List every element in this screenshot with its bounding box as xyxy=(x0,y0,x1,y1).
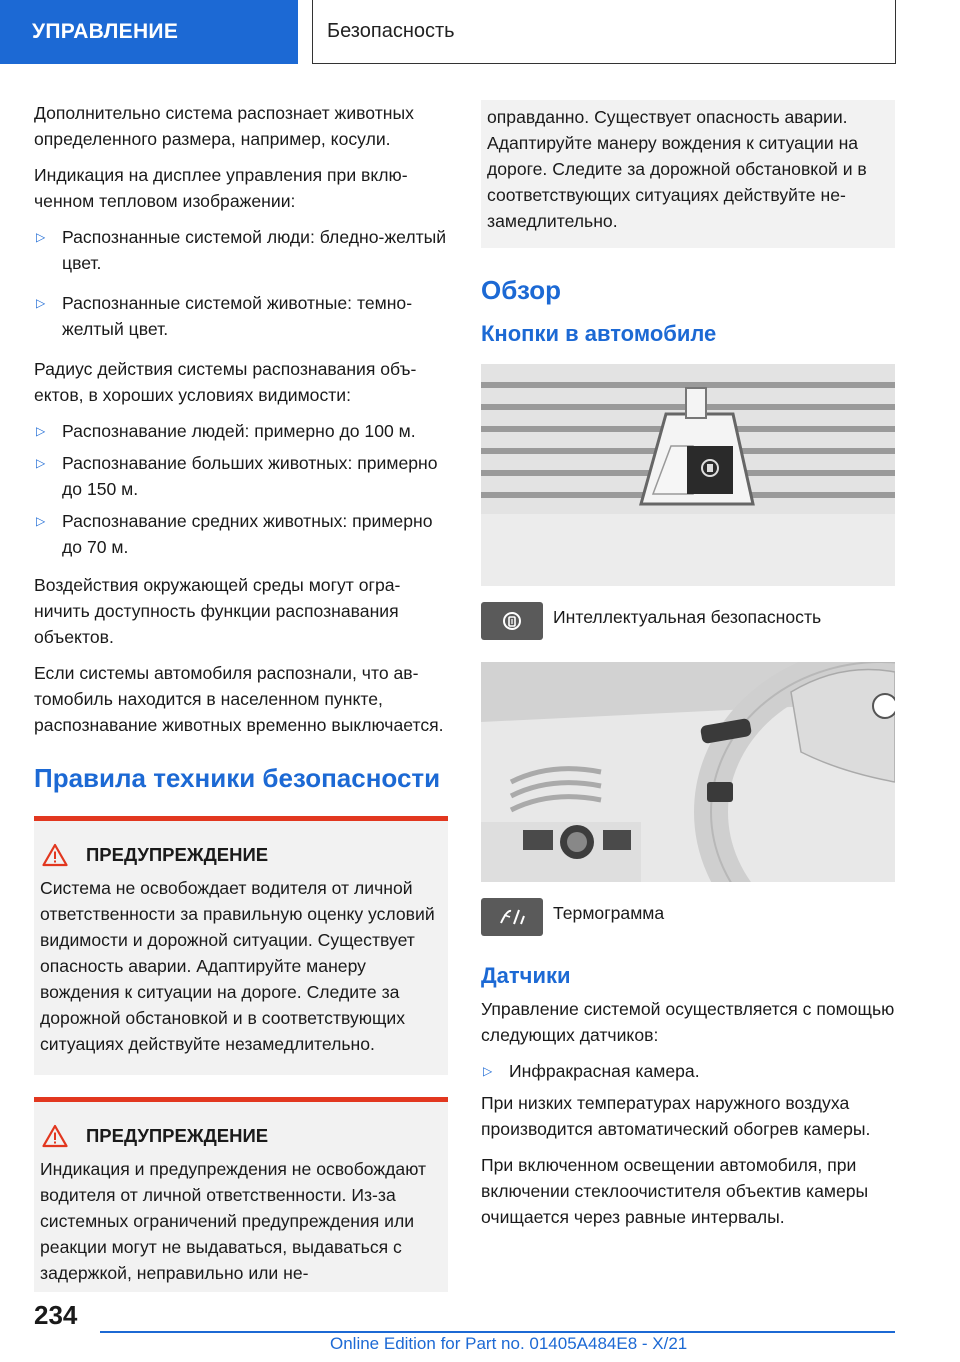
triangle-bullet-icon: ▷ xyxy=(483,1064,493,1078)
footer-divider xyxy=(100,1331,895,1333)
bullet-list xyxy=(34,224,448,342)
subsection-heading: Датчики xyxy=(481,963,571,988)
bullet-list xyxy=(481,1058,895,1084)
legend-label: Термограмма xyxy=(553,903,665,923)
list-item xyxy=(34,418,448,444)
paragraph: При низких температурах наружного воздуха производится автоматический обогрев камеры. xyxy=(481,1093,871,1139)
triangle-bullet-icon: ▷ xyxy=(36,230,46,244)
warning-box xyxy=(34,816,448,1075)
warning-triangle-icon xyxy=(42,843,68,867)
paragraph: Воздействия окружающей среды могут ограничить доступность функции распознавания объектов. xyxy=(34,575,401,647)
paragraph: Если системы автомобиля распознали, что автомобиль находится в населенном пункте, распознавание животных временно выключается. xyxy=(34,663,444,735)
section-heading: Правила техники безопасности xyxy=(34,763,441,793)
chapter-title-text: Безопасность xyxy=(327,20,455,42)
warning-title-text: ПРЕДУПРЕЖДЕНИЕ xyxy=(86,1125,269,1146)
legend-row xyxy=(481,602,895,640)
triangle-bullet-icon: ▷ xyxy=(36,424,46,438)
warning-continuation xyxy=(481,100,895,248)
legend-label: Интеллектуальная безопасность xyxy=(553,607,822,627)
warning-title-text: ПРЕДУПРЕЖДЕНИЕ xyxy=(86,844,269,865)
subsection-heading: Кнопки в автомобиле xyxy=(481,321,717,346)
triangle-bullet-icon: ▷ xyxy=(36,514,46,528)
list-item-text: Распознавание средних животных: примерно до 70 м. xyxy=(62,511,433,557)
chapter-title xyxy=(312,0,896,64)
cockpit-illustration xyxy=(481,662,895,882)
list-item xyxy=(34,224,448,276)
page-number: 234 xyxy=(34,1300,78,1330)
list-item-text: Распознанные системой животные: темно-желтый цвет. xyxy=(62,293,413,339)
paragraph: При включенном освещении автомобиля, при включении стеклоочистителя объектив камеры очищается через равные интервалы. xyxy=(481,1155,869,1227)
section-heading: Обзор xyxy=(481,275,561,305)
list-item-text: Распознавание людей: примерно до 100 м. xyxy=(62,421,416,441)
triangle-bullet-icon: ▷ xyxy=(36,296,46,310)
list-item xyxy=(481,1058,895,1084)
bullet-list xyxy=(34,418,448,560)
triangle-bullet-icon: ▷ xyxy=(36,456,46,470)
list-item xyxy=(34,508,448,560)
list-item xyxy=(34,290,448,342)
warning-title xyxy=(40,1124,438,1148)
button-location-photo xyxy=(481,364,895,586)
list-item-text: Распознавание больших животных: примерно до 150 м. xyxy=(62,453,438,499)
warning-box xyxy=(34,1097,448,1292)
warning-text: Система не освобождает водителя от личной ответственности за правильную оценку условий видимости и дорожной ситуации. Существует опасность аварии. Адаптируйте манеру вождения к ситуации на дороге. Следите за дорожной обстановкой и в соответствующих ситуациях действуйте незамедлительно. xyxy=(40,878,435,1054)
list-item xyxy=(34,450,448,502)
legend-row xyxy=(481,898,895,936)
paragraph: Радиус действия системы распознавания объектов, в хороших условиях видимости: xyxy=(34,359,417,405)
dashboard-buttons-illustration xyxy=(481,364,895,586)
thermal-image-icon xyxy=(481,898,543,936)
list-item-text: Инфракрасная камера. xyxy=(509,1061,700,1081)
paragraph: Индикация на дисплее управления при включенном тепловом изображении: xyxy=(34,165,408,211)
left-column xyxy=(34,100,448,1292)
right-column xyxy=(481,100,895,1240)
warning-text: оправданно. Существует опасность аварии. Адаптируйте манеру вождения к ситуации на дороге. Следите за дорожной обстановкой и в соответствующих ситуациях действуйте незамедлительно. xyxy=(487,107,867,231)
list-item-text: Распознанные системой люди: бледно-желтый цвет. xyxy=(62,227,447,273)
paragraph: Дополнительно система распознает животных определенного размера, например, косули. xyxy=(34,103,414,149)
warning-title xyxy=(40,843,438,867)
paragraph: Управление системой осуществляется с помощью следующих датчиков: xyxy=(481,999,895,1045)
warning-text: Индикация и предупреждения не освобождают водителя от личной ответственности. Из-за системных ограничений предупреждения или реакции могут не выдаваться, выдаваться с задержкой, неправильно или не- xyxy=(40,1159,427,1283)
section-tab: УПРАВЛЕНИЕ xyxy=(0,0,298,64)
cockpit-photo xyxy=(481,662,895,882)
warning-triangle-icon xyxy=(42,1124,68,1148)
footer-edition: Online Edition for Part no. 01405A484E8 - X/21 xyxy=(330,1334,688,1353)
intelligent-safety-icon xyxy=(481,602,543,640)
